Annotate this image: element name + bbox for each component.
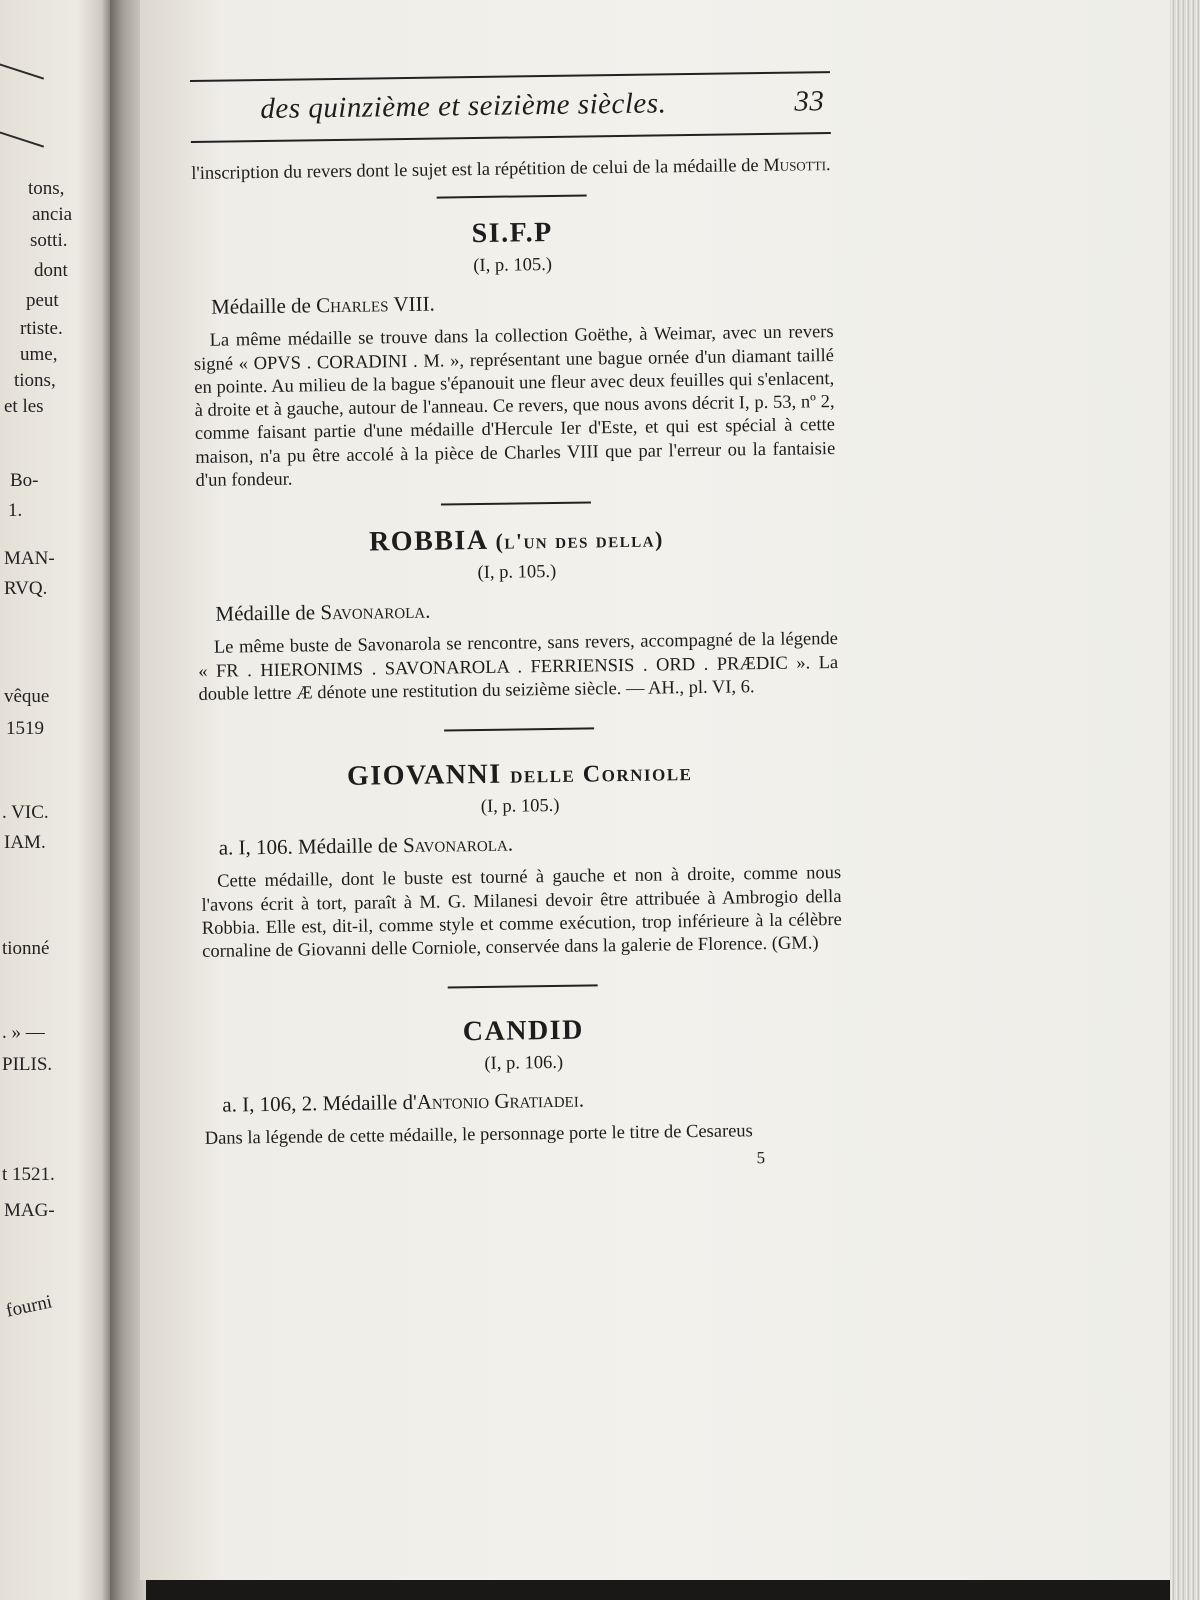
entry-heading <box>196 520 836 561</box>
left-page-fragment: dont <box>34 260 68 281</box>
entry-heading: CANDID <box>462 1015 585 1048</box>
subhead-suffix: . <box>507 831 514 856</box>
left-page-fragment: PILIS. <box>2 1054 53 1075</box>
page-number: 33 <box>794 85 825 118</box>
left-page-fragment: MAG- <box>4 1200 55 1221</box>
entry-si-f-p <box>192 213 836 493</box>
subhead-prefix: Médaille de <box>215 600 321 627</box>
left-page-rule <box>0 130 44 147</box>
subhead-name: Antonio Gratiadei <box>416 1088 579 1115</box>
left-page-fragment: tons, <box>28 178 65 199</box>
left-page-fragment: IAM. <box>4 832 46 853</box>
left-page-fragment: Bo- <box>10 470 39 491</box>
subhead-suffix: . <box>578 1088 585 1113</box>
left-page <box>0 0 110 1600</box>
entry-subheading <box>215 593 837 627</box>
section-divider <box>437 195 587 199</box>
intro-name: Musotti <box>763 155 827 177</box>
entry-heading-suffix: delle Corniole <box>509 760 693 789</box>
intro-end: . <box>825 155 831 176</box>
entry-body: Le même buste de Savonarola se rencontre, sans revers, accompagné de la légende « FR . HIERONIMS . SAVONAROLA . FERRIENSIS . ORD . PRÆDIC ». La double lettre Æ dénote une restitution du seizième siècle. — AH., pl. VI, 6. <box>198 629 839 705</box>
entry-subheading <box>211 286 833 320</box>
subhead-prefix: a. I, 106. Médaille de <box>218 833 404 860</box>
left-page-fragment: RVQ. <box>4 578 48 599</box>
entry-heading-name: GIOVANNI <box>346 758 502 793</box>
left-page-fragment: fourni <box>4 1291 55 1322</box>
left-page-fragment: rtiste. <box>20 318 63 339</box>
left-page-fragment: tionné <box>2 938 50 959</box>
entry-body: Dans la légende de cette médaille, le personnage porte le titre de Cesareus <box>204 1121 753 1150</box>
intro-paragraph <box>191 154 831 186</box>
subhead-suffix: . <box>424 599 431 624</box>
entry-reference: (I, p. 106.) <box>484 1053 564 1075</box>
section-divider <box>444 728 594 732</box>
entry-robbia <box>196 520 838 707</box>
left-page-fragment: . » — <box>2 1022 45 1043</box>
left-page-fragment: tions, <box>14 370 56 391</box>
page-content <box>190 71 845 1176</box>
left-page-fragment: ume, <box>20 344 58 365</box>
entry-reference: (I, p. 105.) <box>480 796 560 818</box>
left-page-fragment: . VIC. <box>2 802 49 823</box>
subhead-prefix: a. I, 106, 2. Médaille d' <box>222 1090 417 1118</box>
subhead-suffix: VIII. <box>388 291 435 317</box>
left-page-fragment: ancia <box>32 204 73 225</box>
signature-mark: 5 <box>756 1147 766 1167</box>
left-page-fragment: et les <box>4 396 44 417</box>
entry-reference: (I, p. 105.) <box>473 255 553 277</box>
left-page-fragment: vêque <box>4 686 50 707</box>
entry-subheading <box>222 1084 844 1118</box>
subhead-name: Savonarola <box>402 831 508 858</box>
left-page-fragment: 1. <box>8 500 23 521</box>
entry-heading-name: ROBBIA <box>368 525 488 558</box>
entry-subheading <box>219 827 841 861</box>
entry-body: Cette médaille, dont le buste est tourné à gauche et non à droite, comme nous l'avons écrit à tort, paraît à M. G. Milanesi devoir être attribuée à Ambrogio della Robbia. Elle est, dit-il, comme style et comme exécution, trop inférieure à la célèbre cornaline de Giovanni delle Corniole, conservée dans la galerie de Florence. (GM.) <box>201 863 842 963</box>
section-divider <box>441 502 591 506</box>
left-page-fragment: peut <box>26 290 59 311</box>
left-page-fragment: 1519 <box>6 718 44 739</box>
entry-candid <box>203 1011 845 1175</box>
entry-heading-suffix: (l'un des della) <box>495 526 664 555</box>
entry-heading <box>200 754 840 795</box>
left-page-rule <box>0 62 44 79</box>
running-head-title: des quinzième et seizième siècles. <box>260 87 667 126</box>
subhead-name: Charles <box>315 292 389 318</box>
left-page-fragment: t 1521. <box>2 1164 55 1185</box>
entry-heading: SI.F.P <box>471 217 553 250</box>
page-edges <box>1170 0 1200 1600</box>
entry-giovanni <box>200 754 843 964</box>
running-head <box>190 73 831 141</box>
entry-body: La même médaille se trouve dans la collection Goëthe, à Weimar, avec un revers signé « OPVS . CORADINI . M. », représentant une bague ornée d'un diamant taillé en pointe. Au milieu de la bague s'épanouit une fleur avec deux feuilles qui s'enlacent, à droite et à gauche, autour de l'anneau. Ce revers, que nous avons décrit I, p. 53, nº 2, comme faisant partie d'une médaille d'Hercule Ier d'Este, et qui est spécial à cette maison, n'a pu être accolé à la pièce de Charles VIII que par l'erreur ou la fantaisie d'un fondeur. <box>193 322 836 492</box>
left-page-fragment: sotti. <box>30 230 68 251</box>
subhead-name: Savonarola <box>320 599 426 625</box>
section-divider <box>448 985 598 989</box>
entry-reference: (I, p. 105.) <box>477 562 557 584</box>
intro-text: l'inscription du revers dont le sujet est la répétition de celui de la médaille de <box>191 156 759 184</box>
left-page-fragment: MAN- <box>4 548 55 569</box>
subhead-prefix: Médaille de <box>211 293 317 320</box>
